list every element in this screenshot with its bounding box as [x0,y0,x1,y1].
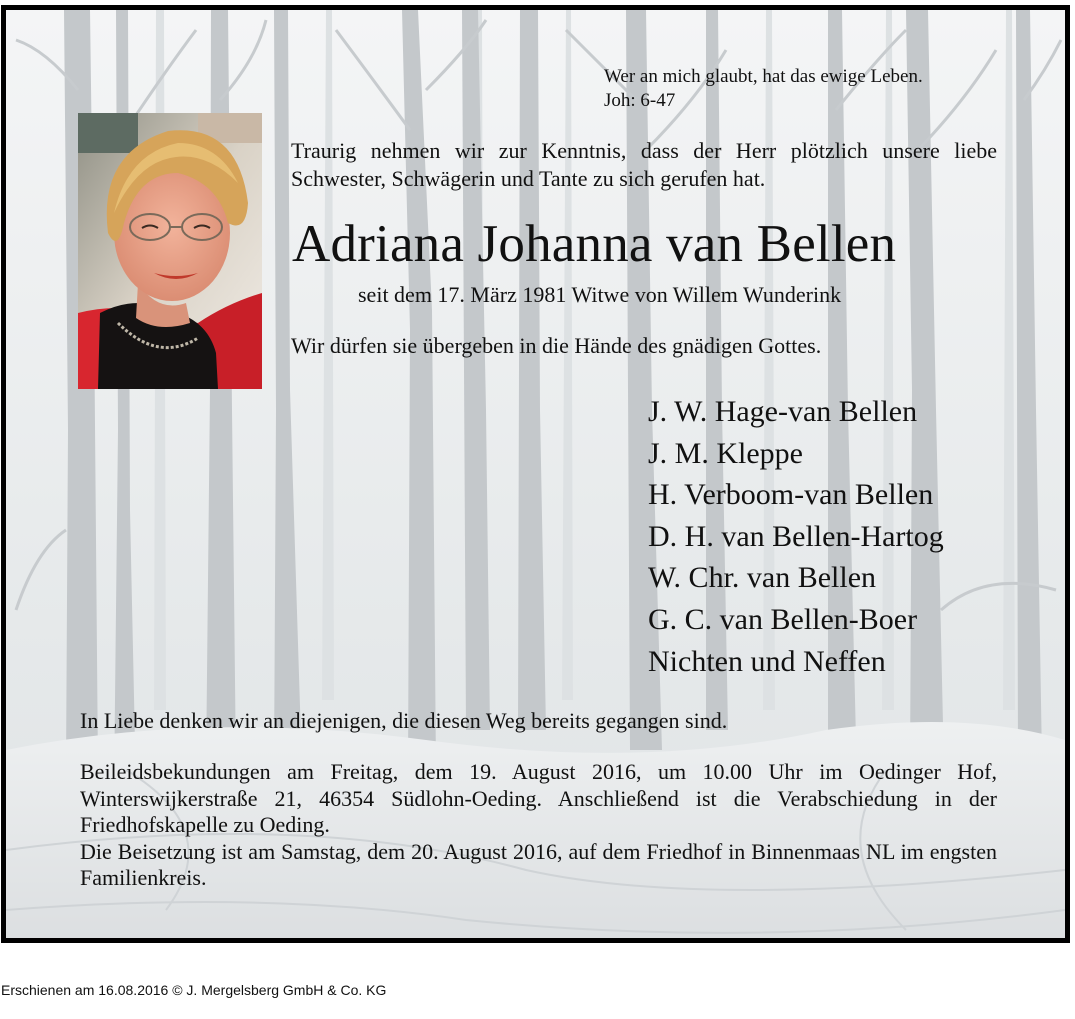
publication-footer: Erschienen am 16.08.2016 © J. Mergelsberg GmbH & Co. KG [1,982,387,998]
portrait-photo [78,113,262,389]
mourner-name: J. M. Kleppe [648,436,803,470]
notice-content [6,10,1065,938]
mourner-name: W. Chr. van Bellen [648,561,877,595]
deceased-name: Adriana Johanna van Bellen [292,215,897,273]
mourner-name: J. W. Hage-van Bellen [648,395,918,428]
mourner-name: H. Verboom-van Bellen [648,478,934,512]
intro-text: Traurig nehmen wir zur Kenntnis, dass der Herr plötzlich unsere liebe Schwester, Schwägerin und Tante zu sich gerufen hat. [291,138,997,191]
remembrance-text: In Liebe denken wir an diejenigen, die diesen Weg bereits gegangen sind. [80,708,728,733]
condolences-text: Beileidsbekundungen am Freitag, dem 19. August 2016, um 10.00 Uhr im Oedinger Hof, Winterswijkerstraße 21, 46354 Südlohn-Oeding. Anschließend ist die Verabschiedung in der Friedhofskapelle zu Oeding. [80,759,997,837]
bible-verse [604,65,923,113]
obituary-notice [1,5,1070,943]
mourner-name: Nichten und Neffen [648,644,886,678]
burial-text: Die Beisetzung ist am Samstag, dem 20. August 2016, auf dem Friedhof in Binnenmaas NL im engsten Familienkreis. [80,838,997,890]
mourners-list [648,391,944,682]
mourner-name: D. H. van Bellen-Hartog [648,519,944,553]
portrait-photo-icon [78,113,262,389]
handover-text: Wir dürfen sie übergeben in die Hände des gnädigen Gottes. [291,333,822,358]
service-details [80,759,997,892]
mourner-name: G. C. van Bellen-Boer [648,602,918,636]
verse-text: Wer an mich glaubt, hat das ewige Leben. [604,66,923,87]
widow-line: seit dem 17. März 1981 Witwe von Willem Wunderink [358,282,842,307]
verse-reference: Joh: 6-47 [604,90,676,111]
